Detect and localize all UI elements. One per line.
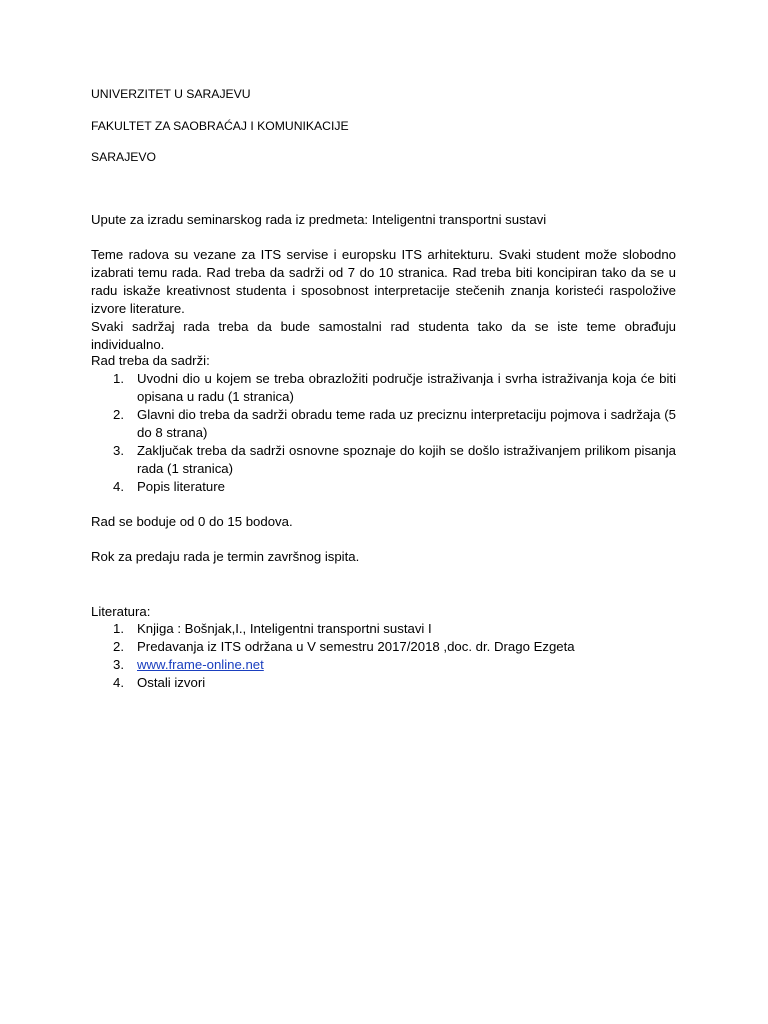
literature-list	[91, 620, 676, 692]
scoring-text: Rad se boduje od 0 do 15 bodova.	[91, 514, 293, 529]
list-item-number: 2.	[113, 639, 124, 654]
list-item	[91, 656, 676, 674]
list-item-number: 4.	[113, 479, 124, 494]
faculty-name: FAKULTET ZA SAOBRAĆAJ I KOMUNIKACIJE	[91, 119, 349, 133]
instructions-title: Upute za izradu seminarskog rada iz predmeta: Inteligentni transportni sustavi	[91, 212, 547, 227]
contents-list	[91, 370, 676, 496]
paragraph-individual-work: Svaki sadržaj rada treba da bude samostalni rad studenta tako da se iste teme obrađuju individualno.	[91, 319, 676, 352]
list-item-number: 1.	[113, 371, 124, 386]
paragraph-topics: Teme radova su vezane za ITS servise i europsku ITS arhitekturu. Svaki student može slobodno izabrati temu rada. Rad treba da sadrži od 7 do 10 stranica. Rad treba biti koncipiran tako da se u radu iskaže kreativnost studenta i sposobnost interpretacije stečenih znanja koristeći raspoložive izvore literature.	[91, 247, 676, 316]
list-item-text: Predavanja iz ITS održana u V semestru 2017/2018 ,doc. dr. Drago Ezgeta	[137, 639, 575, 654]
list-item	[91, 674, 676, 692]
deadline-text: Rok za predaju rada je termin završnog ispita.	[91, 549, 360, 564]
list-item	[91, 406, 676, 442]
list-item-text: Uvodni dio u kojem se treba obrazložiti područje istraživanja i svrha istraživanja koja će biti opisana u radu (1 stranica)	[137, 371, 676, 404]
list-item	[91, 638, 676, 656]
list-item-number: 1.	[113, 621, 124, 636]
frame-online-link[interactable]: www.frame-online.net	[137, 657, 264, 672]
list-item-text: Zaključak treba da sadrži osnovne spoznaje do kojih se došlo istraživanjem prilikom pisanja rada (1 stranica)	[137, 443, 676, 476]
list-item	[91, 478, 676, 496]
list-item-number: 3.	[113, 443, 124, 458]
list-item-text: Popis literature	[137, 479, 225, 494]
list-item-text: Glavni dio treba da sadrži obradu teme rada uz preciznu interpretaciju pojmova i sadržaja (5 do 8 strana)	[137, 407, 676, 440]
contents-heading: Rad treba da sadrži:	[91, 353, 210, 368]
list-item-number: 4.	[113, 675, 124, 690]
list-item	[91, 370, 676, 406]
list-item-number: 2.	[113, 407, 124, 422]
list-item	[91, 620, 676, 638]
list-item-number: 3.	[113, 657, 124, 672]
list-item	[91, 442, 676, 478]
university-name: UNIVERZITET U SARAJEVU	[91, 87, 251, 101]
list-item-text: Ostali izvori	[137, 675, 206, 690]
literature-heading: Literatura:	[91, 604, 151, 619]
list-item-text: Knjiga : Bošnjak,I., Inteligentni transportni sustavi I	[137, 621, 432, 636]
city-name: SARAJEVO	[91, 150, 157, 164]
